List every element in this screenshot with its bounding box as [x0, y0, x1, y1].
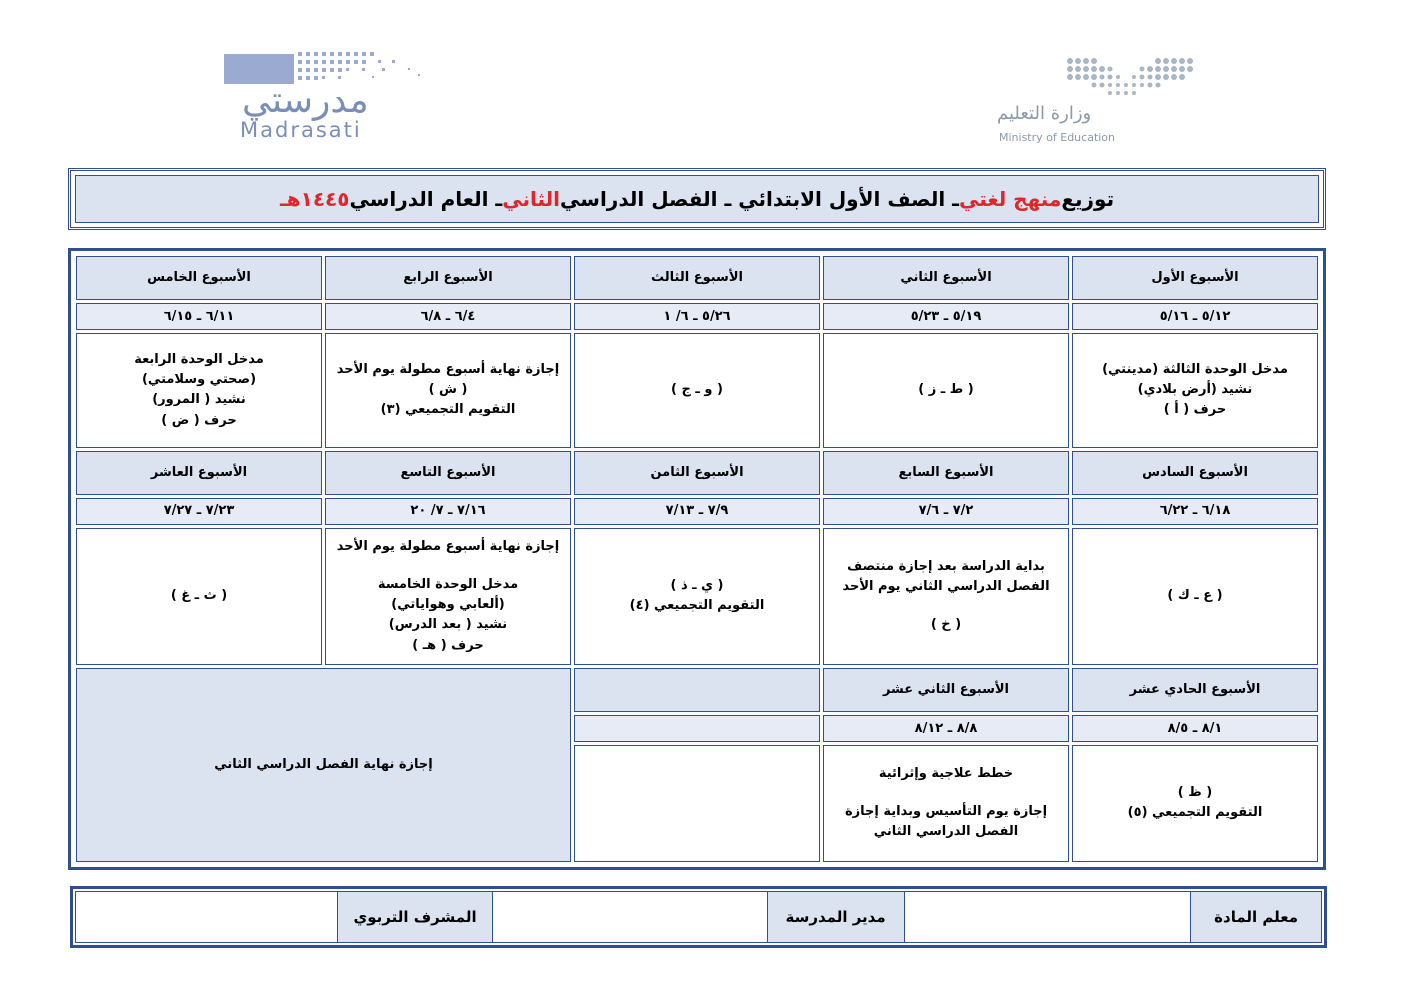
content-line: حرف ( ض ) [161, 412, 237, 428]
content-line: بداية الدراسة بعد إجازة منتصف [847, 559, 1045, 575]
page-title [75, 175, 1319, 223]
content-line: نشيد (أرض بلادي) [1137, 382, 1253, 398]
week-header: الأسبوع الثامن [574, 451, 820, 495]
content-line: (صحتي وسلامتي) [141, 372, 257, 388]
content-line: خطط علاجية وإثرائية [878, 766, 1014, 782]
week-content [574, 333, 820, 448]
principal-signature-field[interactable] [493, 892, 767, 943]
ministry-logo-arabic: وزارة التعليم [997, 103, 1092, 124]
week-content [325, 528, 571, 665]
week-content [1072, 528, 1318, 665]
week-dates: ٧/١٦ ـ ٧/ ٢٠ [325, 498, 571, 524]
week-header: الأسبوع الخامس [76, 256, 322, 300]
content-line: مدخل الوحدة الثالثة (مدينتي) [1102, 362, 1288, 378]
madrasati-logo-arabic: مدرستي [242, 80, 369, 121]
content-line: التقويم التجميعي (٥) [1127, 805, 1263, 821]
week-dates: ٦/١١ ـ ٦/١٥ [76, 303, 322, 329]
content-line: (ألعابي وهواياتي) [391, 597, 505, 613]
schedule-grid [68, 248, 1326, 870]
madrasati-logo [222, 42, 427, 142]
semester-end-holiday: إجازة نهاية الفصل الدراسي الثاني [76, 668, 571, 862]
content-line: مدخل الوحدة الخامسة [377, 577, 519, 593]
week-dates: ٧/٢ ـ ٧/٦ [823, 498, 1069, 524]
supervisor-label: المشرف التربوي [337, 892, 493, 943]
content-line: إجازة نهاية أسبوع مطولة يوم الأحد [336, 362, 560, 378]
content-line: حرف ( أ ) [1163, 402, 1227, 418]
week-header: الأسبوع العاشر [76, 451, 322, 495]
week-dates: ٨/١ ـ ٨/٥ [1072, 715, 1318, 741]
content-line: التقويم التجميعي (٣) [380, 402, 516, 418]
week-dates: ٦/١٨ ـ ٦/٢٢ [1072, 498, 1318, 524]
title-part: ـ الصف الأول الابتدائي ـ الفصل الدراسي [560, 187, 960, 211]
content-spacer [828, 784, 1064, 802]
week-content [1072, 333, 1318, 448]
title-part: توزيع [1061, 187, 1115, 211]
content-line: ( و ـ ج ) [671, 382, 723, 398]
content-line: حرف ( هـ ) [412, 637, 484, 653]
week-header: الأسبوع التاسع [325, 451, 571, 495]
week-header: الأسبوع السادس [1072, 451, 1318, 495]
content-line: مدخل الوحدة الرابعة [134, 352, 264, 368]
content-spacer [330, 557, 566, 575]
empty-content-cell [574, 745, 820, 862]
week-content [325, 333, 571, 448]
title-hijri-suffix: هـ [279, 187, 301, 211]
ministry-logo-latin: Ministry of Education [999, 131, 1116, 144]
title-year: ١٤٤٥ [300, 187, 350, 211]
week-content [76, 333, 322, 448]
teacher-signature-field[interactable] [904, 892, 1191, 943]
content-line: التقويم التجميعي (٤) [629, 598, 765, 614]
madrasati-logo-latin: Madrasati [240, 118, 362, 142]
content-line: نشيد ( بعد الدرس) [388, 617, 508, 633]
week-header: الأسبوع السابع [823, 451, 1069, 495]
signature-table [75, 891, 1322, 943]
content-line: إجازة يوم التأسيس وبداية إجازة [844, 804, 1048, 820]
week-content [1072, 745, 1318, 862]
content-line: ( ث ـ غ ) [170, 588, 228, 604]
content-line: ( ي ـ ذ ) [670, 578, 724, 594]
week-content [823, 528, 1069, 665]
week-content [823, 333, 1069, 448]
empty-date-cell [574, 715, 820, 741]
content-line: الفصل الدراسي الثاني [873, 824, 1019, 840]
title-part: ـ العام الدراسي [349, 187, 503, 211]
week-header: الأسبوع الثاني عشر [823, 668, 1069, 712]
week-content [574, 528, 820, 665]
week-header: الأسبوع الثالث [574, 256, 820, 300]
content-line: ( ش ) [428, 382, 468, 398]
week-content [76, 528, 322, 665]
content-line: ( ع ـ ك ) [1167, 588, 1223, 604]
week-dates: ٥/١٢ ـ ٥/١٦ [1072, 303, 1318, 329]
week-header: الأسبوع الأول [1072, 256, 1318, 300]
ministry-logo [995, 55, 1200, 150]
week-content [823, 745, 1069, 862]
week-header: الأسبوع الرابع [325, 256, 571, 300]
title-semester: الثاني [502, 187, 561, 211]
week-dates: ٥/٢٦ ـ ٦/ ١ [574, 303, 820, 329]
content-line: ( ظ ) [1177, 785, 1213, 801]
week-dates: ٨/٨ ـ ٨/١٢ [823, 715, 1069, 741]
content-line: ( ط ـ ز ) [918, 382, 974, 398]
signature-box [70, 886, 1327, 948]
week-dates: ٧/٩ ـ ٧/١٣ [574, 498, 820, 524]
principal-label: مدير المدرسة [767, 892, 904, 943]
week-header: الأسبوع الثاني [823, 256, 1069, 300]
title-box [68, 168, 1326, 230]
schedule-table [73, 253, 1321, 865]
content-line: ( خ ) [930, 617, 962, 633]
week-dates: ٧/٢٣ ـ ٧/٢٧ [76, 498, 322, 524]
content-line: الفصل الدراسي الثاني يوم الأحد [842, 579, 1050, 595]
week-dates: ٦/٤ ـ ٦/٨ [325, 303, 571, 329]
content-line: نشيد ( المرور) [152, 392, 246, 408]
empty-header-cell [574, 668, 820, 712]
content-line: إجازة نهاية أسبوع مطولة يوم الأحد [336, 539, 560, 555]
content-spacer [828, 597, 1064, 615]
teacher-label: معلم المادة [1191, 892, 1322, 943]
week-dates: ٥/١٩ ـ ٥/٢٣ [823, 303, 1069, 329]
supervisor-signature-field[interactable] [76, 892, 338, 943]
title-subject: منهج لغتي [959, 187, 1062, 211]
week-header: الأسبوع الحادي عشر [1072, 668, 1318, 712]
